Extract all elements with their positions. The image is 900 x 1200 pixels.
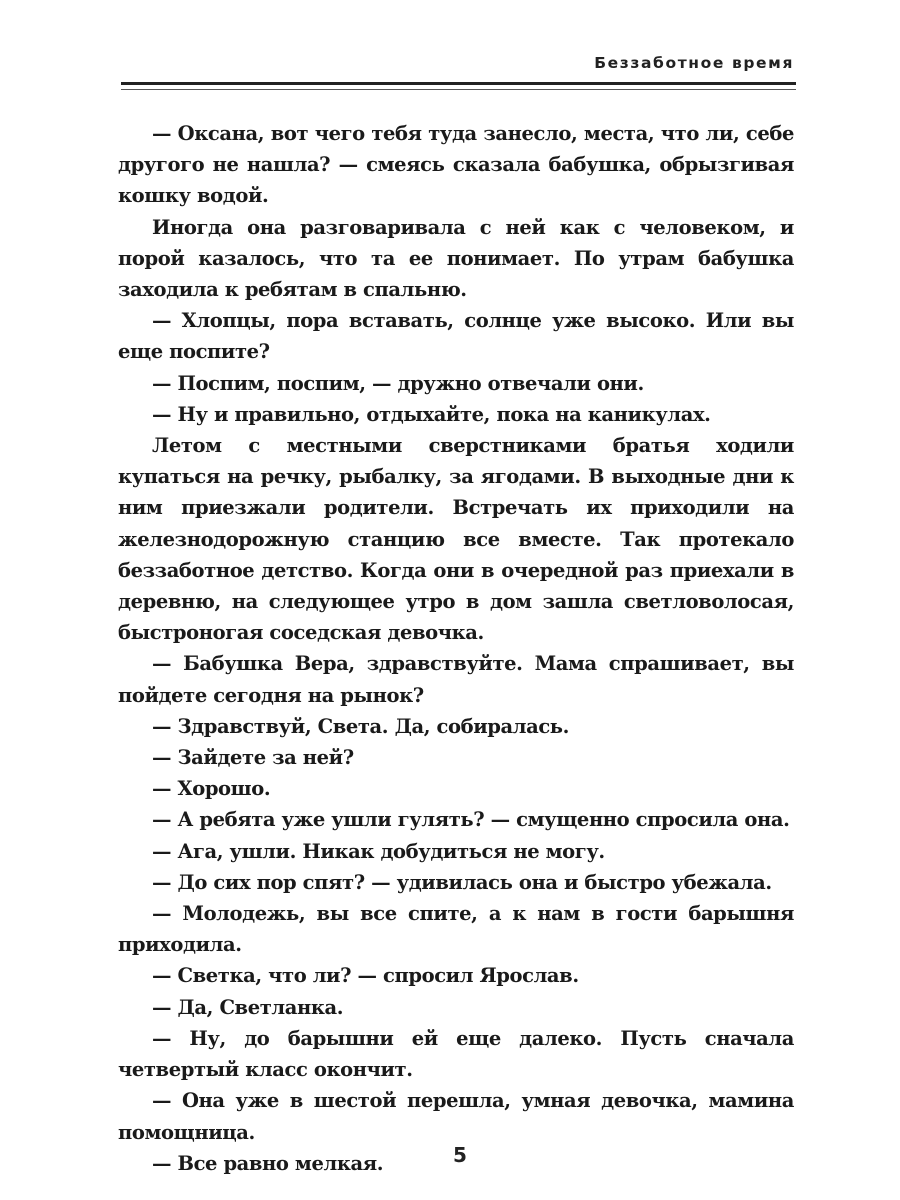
paragraph: — Ага, ушли. Никак добудиться не могу. (152, 839, 605, 863)
header-rule-thin (121, 89, 796, 90)
page-number: 5 (453, 1143, 467, 1167)
paragraph: — Хлопцы, пора вставать, солнце уже высоко. Или вы еще поспите? (118, 309, 794, 364)
paragraph: — Поспим, поспим, — дружно отвечали они. (152, 371, 644, 395)
paragraph: — Хорошо. (152, 777, 271, 801)
paragraph: — Молодежь, вы все спите, а к нам в гости барышня приходила. (118, 902, 794, 957)
paragraph: — Ну и правильно, отдыхайте, пока на каникулах. (152, 402, 711, 426)
body-text (118, 118, 794, 1179)
paragraph: — Ну, до барышни ей еще далеко. Пусть сначала четвертый класс окончит. (118, 1026, 794, 1082)
running-head: Беззаботное время (594, 54, 794, 72)
paragraph: — А ребята уже ушли гулять? — смущенно спросила она. (152, 808, 790, 832)
paragraph: — Она уже в шестой перешла, умная девочка, мамина помощница. (118, 1089, 794, 1144)
paragraph: — Здравствуй, Света. Да, собиралась. (152, 714, 570, 738)
paragraph: Иногда она разговаривала с ней как с человеком, и порой казалось, что та ее понимает. По утрам бабушка заходила к ребятам в спальню. (118, 215, 794, 302)
paragraph: — Все равно мелкая. (152, 1151, 384, 1175)
paragraph: — Оксана, вот чего тебя туда занесло, места, что ли, себе другого не нашла? — смеясь сказала бабушка, обрызгивая кошку водой. (118, 122, 794, 208)
paragraph: — Бабушка Вера, здравствуйте. Мама спрашивает, вы пойдете сегодня на рынок? (118, 652, 794, 707)
paragraph: — Да, Светланка. (152, 995, 344, 1019)
paragraph: — До сих пор спят? — удивилась она и быстро убежала. (152, 870, 772, 894)
paragraph: — Светка, что ли? — спросил Ярослав. (152, 964, 579, 988)
header-rule-thick (121, 82, 796, 85)
paragraph: Летом с местными сверстниками братья ходили купаться на речку, рыбалку, за ягодами. В выходные дни к ним приезжали родители. Встречать их приходили на железнодорожную станцию все вместе. Так протекало беззаботное детство. Когда они в очередной раз приехали в деревню, на следующее утро в дом зашла светловолосая, быстроногая соседская девочка. (118, 434, 794, 645)
paragraph: — Зайдете за ней? (152, 746, 354, 770)
